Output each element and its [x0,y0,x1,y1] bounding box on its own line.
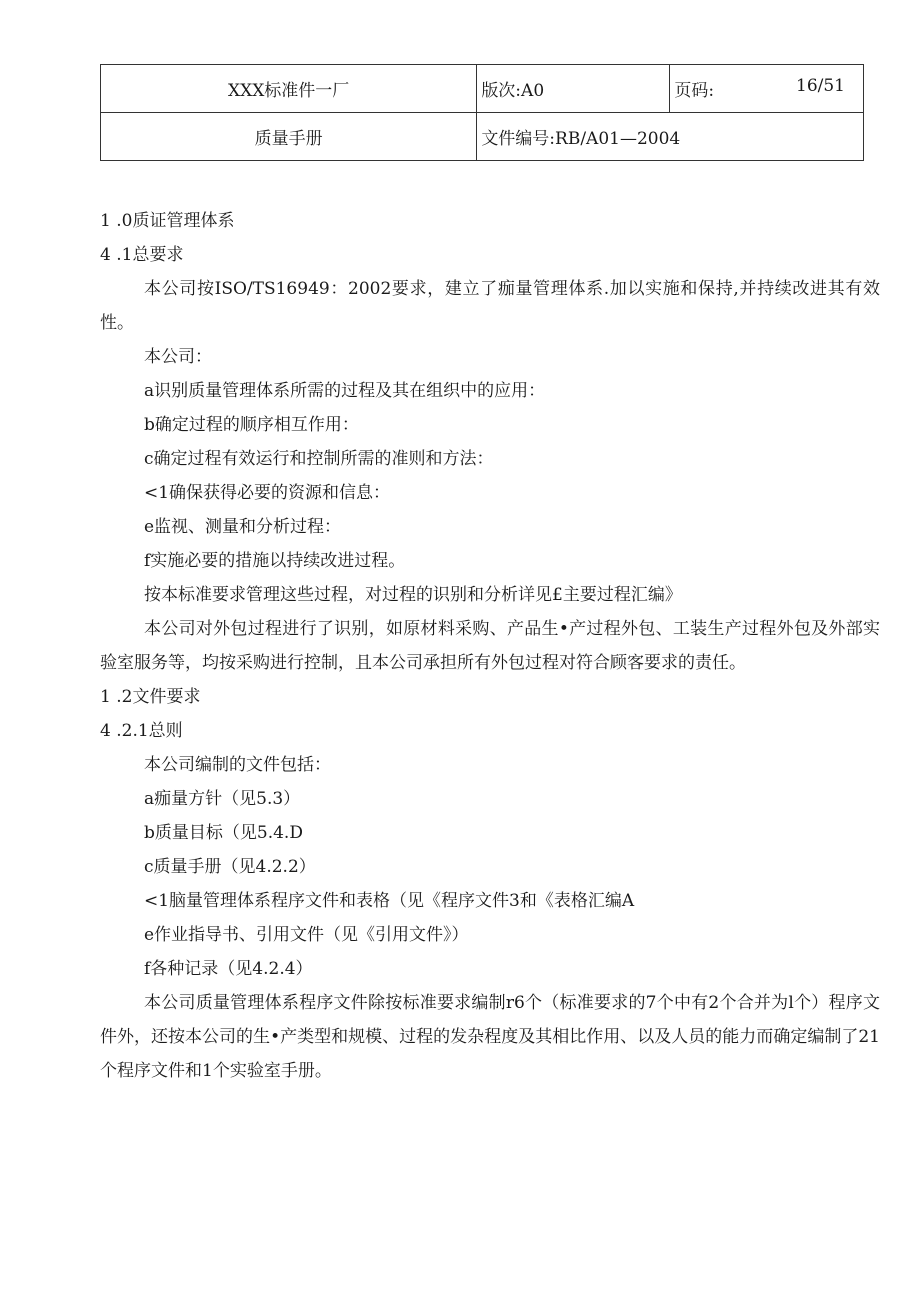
header-row-2 [101,113,864,161]
company-name: XXX标准件一厂 [101,65,477,113]
list-item: c质量手册（见4.2.2） [144,857,316,877]
document-header-table [100,64,864,161]
paragraph: 本公司质量管理体系程序文件除按标准要求编制r6个（标准要求的7个中有2个合并为l个）程序文件外，还按本公司的生•产类型和规模、过程的发杂程度及其相比作用、以及人员的能力而确定编制了21个程序文件和1个实验室手册。 [100,993,880,1081]
header-row-1 [101,65,864,113]
document-number: 文件编号:RB/A01—2004 [477,113,864,161]
list-item: <1脑量管理体系程序文件和表格（见《程序文件3和《表格汇编A [144,891,635,911]
section-heading: 4 .2.1总则 [100,721,183,741]
list-item: a痂量方针（见5.3） [144,789,301,809]
list-item: 本公司编制的文件包括： [144,755,331,775]
version-label: 版次:A0 [477,65,670,113]
list-item: e监视、测量和分析过程： [144,517,342,537]
document-title: 质量手册 [101,113,477,161]
list-item: e作业指导书、引用文件（见《引用文件》） [144,925,469,945]
page-cell [670,65,864,113]
page-number: 16/51 [796,76,845,96]
section-heading: 1 .0质证管理体系 [100,211,235,231]
list-item: f各种记录（见4.2.4） [144,959,313,979]
list-item: 按本标准要求管理这些过程，对过程的识别和分析详见£主要过程汇编》 [144,585,682,605]
page-label: 页码: [674,81,715,101]
list-item: b质量目标（见5.4.D [144,823,303,843]
list-item: <1确保获得必要的资源和信息： [144,483,391,503]
list-item: c确定过程有效运行和控制所需的准则和方法： [144,449,494,469]
paragraph: 本公司对外包过程进行了识别，如原材料采购、产品生•产过程外包、工装生产过程外包及外部实验室服务等，均按采购进行控制，且本公司承担所有外包过程对符合顾客要求的责任。 [100,619,880,673]
list-item: b确定过程的顺序相互作用： [144,415,359,435]
section-heading: 4 .1总要求 [100,245,184,265]
paragraph: 本公司： [144,347,212,367]
paragraph: 本公司按ISO/TS16949：2002要求，建立了痂量管理体系.加以实施和保持,并持续改进其有效性。 [100,279,880,333]
document-body [100,204,880,1088]
list-item: a识别质量管理体系所需的过程及其在组织中的应用： [144,381,546,401]
list-item: f实施必要的措施以持续改进过程。 [144,551,406,571]
section-heading: 1 .2文件要求 [100,687,201,707]
